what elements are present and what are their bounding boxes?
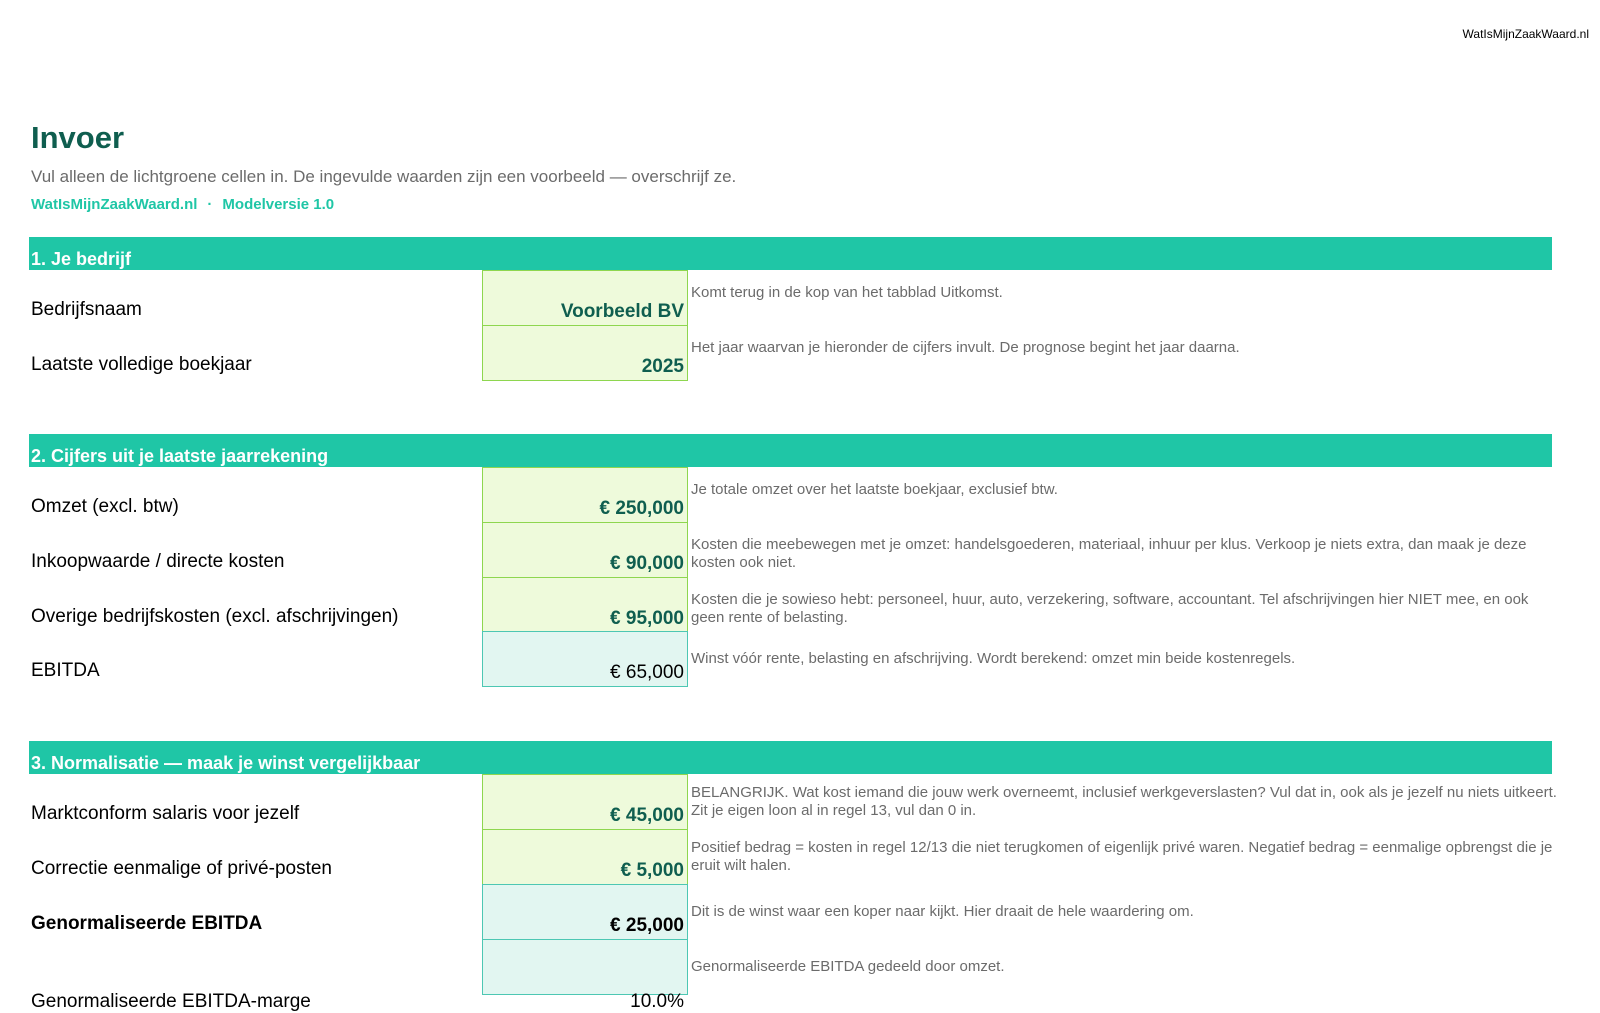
row-label: Genormaliseerde EBITDA (31, 913, 263, 934)
row-note: Dit is de winst waar een koper naar kijkt. Hier draait de hele waardering om. (691, 903, 1194, 920)
row-note: Positief bedrag = kosten in regel 12/13 die niet terugkomen of eigenlijk privé waren. Negatief bedrag = eenmalige opbrengst die je eruit wilt halen. (691, 839, 1553, 874)
ebitda-value: € 65,000 (482, 631, 688, 687)
section-header-company: 1. Je bedrijf (29, 237, 1552, 270)
row-note: Het jaar waarvan je hieronder de cijfers invult. De prognose begint het jaar daarna. (691, 339, 1240, 356)
row-note: BELANGRIJK. Wat kost iemand die jouw werk overneemt, inclusief werkgeverslasten? Vul dat in, ook als je jezelf nu niets uitkeert. Zit je eigen loon al in regel 13, vul dan 0 in. (691, 784, 1557, 819)
row-label: Omzet (excl. btw) (31, 496, 179, 517)
row-ebitda (0, 631, 1600, 687)
normalised-ebitda-margin-value: 10.0% (482, 939, 688, 995)
brand-separator: · (207, 196, 213, 213)
direct-costs-input[interactable]: € 90,000 (482, 522, 688, 578)
row-note: Komt terug in de kop van het tabblad Uitkomst. (691, 284, 1003, 301)
row-other-costs (0, 577, 1600, 633)
section-header-normalisation: 3. Normalisatie — maak je winst vergelijkbaar (29, 741, 1552, 774)
row-note: Kosten die meebewegen met je omzet: handelsgoederen, materiaal, inhuur per klus. Verkoop je niets extra, dan maak je deze kosten ook niet. (691, 536, 1527, 571)
row-revenue (0, 467, 1600, 523)
row-label: Inkoopwaarde / directe kosten (31, 551, 285, 572)
row-market-salary (0, 774, 1600, 830)
row-label: Bedrijfsnaam (31, 299, 142, 320)
row-note: Winst vóór rente, belasting en afschrijving. Wordt berekend: omzet min beide kostenregels. (691, 650, 1296, 667)
row-note: Kosten die je sowieso hebt: personeel, huur, auto, verzekering, software, accountant. Tel afschrijvingen hier NIET mee, en ook geen rente of belasting. (691, 591, 1529, 626)
other-costs-input[interactable]: € 95,000 (482, 577, 688, 633)
row-note: Genormaliseerde EBITDA gedeeld door omzet. (691, 958, 1005, 975)
normalised-ebitda-value: € 25,000 (482, 884, 688, 940)
row-label: Laatste volledige boekjaar (31, 354, 252, 375)
brand-name: WatIsMijnZaakWaard.nl (31, 196, 198, 213)
brand-line (31, 196, 334, 213)
model-version: Modelversie 1.0 (222, 196, 335, 213)
market-salary-input[interactable]: € 45,000 (482, 774, 688, 830)
page-title: Invoer (31, 120, 125, 155)
row-direct-costs (0, 522, 1600, 578)
row-label: Overige bedrijfskosten (excl. afschrijvingen) (31, 606, 399, 627)
site-name-top: WatIsMijnZaakWaard.nl (1462, 27, 1589, 41)
section-header-annual-figures: 2. Cijfers uit je laatste jaarrekening (29, 434, 1552, 467)
row-label: Genormaliseerde EBITDA-marge (31, 991, 311, 1012)
row-normalised-ebitda-margin (0, 939, 1600, 1012)
revenue-input[interactable]: € 250,000 (482, 467, 688, 523)
row-company-name (0, 270, 1600, 326)
row-fiscal-year (0, 325, 1600, 381)
row-normalised-ebitda (0, 884, 1600, 940)
one-off-correction-input[interactable]: € 5,000 (482, 829, 688, 885)
row-note: Je totale omzet over het laatste boekjaar, exclusief btw. (691, 481, 1058, 498)
row-label: Correctie eenmalige of privé-posten (31, 858, 332, 879)
fiscal-year-input[interactable]: 2025 (482, 325, 688, 381)
row-label: EBITDA (31, 660, 100, 681)
company-name-input[interactable]: Voorbeeld BV (482, 270, 688, 326)
row-label: Marktconform salaris voor jezelf (31, 803, 300, 824)
row-one-off-correction (0, 829, 1600, 885)
page-subtitle: Vul alleen de lichtgroene cellen in. De ingevulde waarden zijn een voorbeeld — overschrijf ze. (31, 167, 737, 186)
